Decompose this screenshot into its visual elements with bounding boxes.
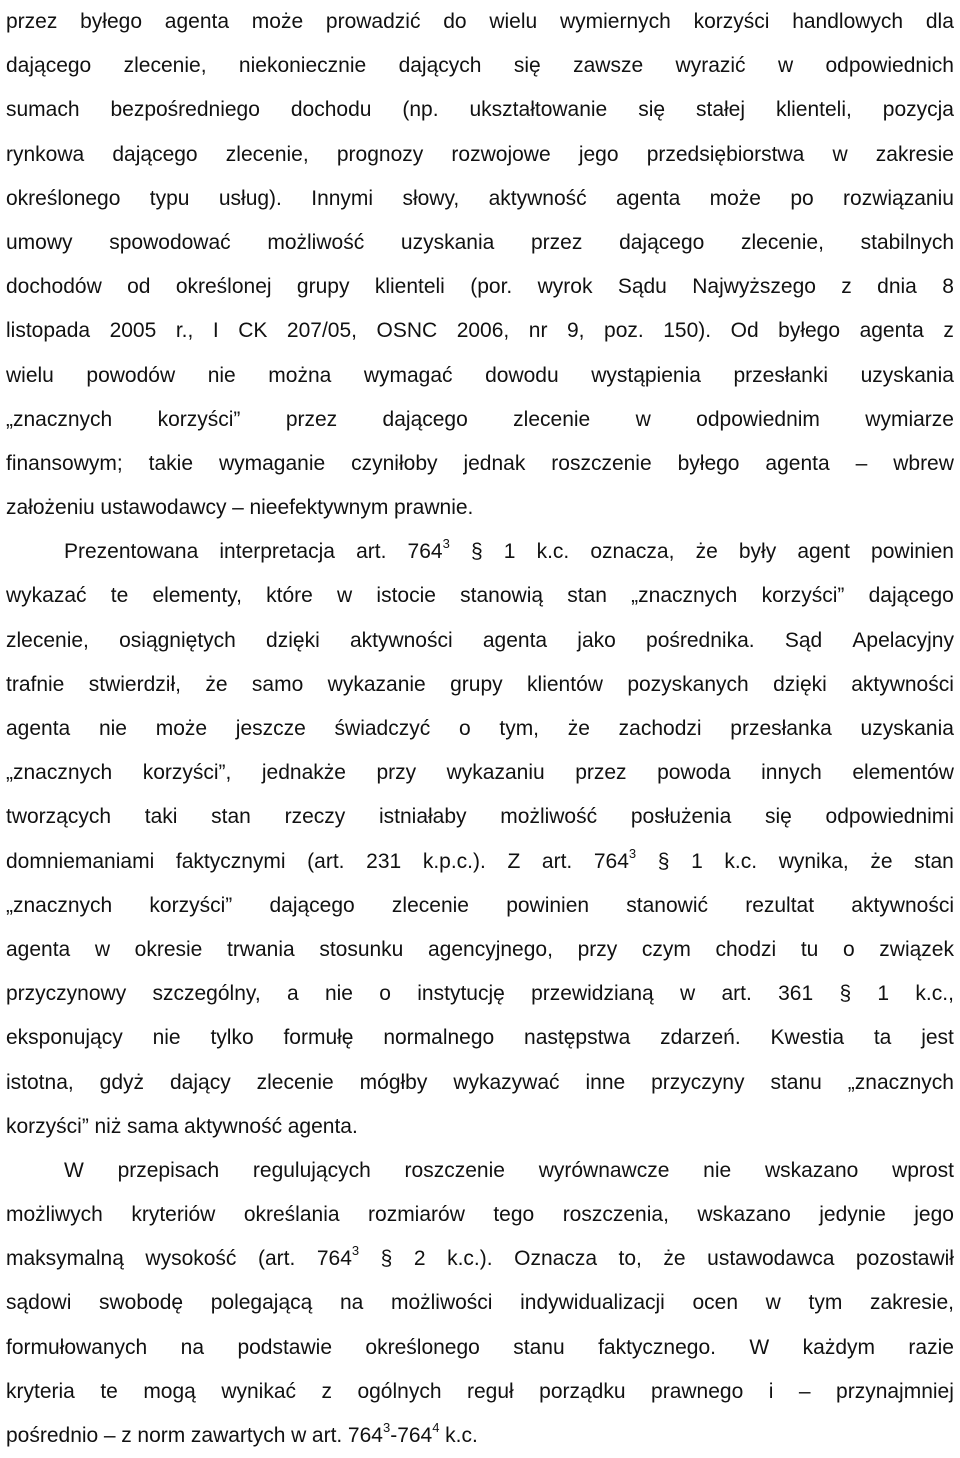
text-line: agenta w okresie trwania stosunku agencyjnego, przy czym chodzi tu o związek xyxy=(6,937,954,961)
text-line: „znacznych korzyści” dającego zlecenie powinien stanowić rezultat aktywności xyxy=(6,893,954,917)
text-line: sumach bezpośredniego dochodu (np. ukształtowanie się stałej klienteli, pozycja xyxy=(6,98,954,122)
text-line: finansowym; takie wymaganie czyniłoby jednak roszczenie byłego agenta – wbrew xyxy=(6,451,954,475)
text-line: pośrednio – z norm zawartych w art. $764^3-764^4$ k.c. xyxy=(6,1420,478,1447)
text-line: W przepisach regulujących roszczenie wyrównawcze nie wskazano wprost xyxy=(64,1158,954,1182)
text-line: maksymalną wysokość (art. $764^3$ § 2 k.c.). Oznacza to, że ustawodawca pozostawił xyxy=(6,1243,954,1271)
text-line: trafnie stwierdził, że samo wykazanie grupy klientów pozyskanych dzięki aktywności xyxy=(6,672,954,696)
text-line: przyczynowy szczególny, a nie o instytucję przewidzianą w art. 361 § 1 k.c., xyxy=(6,982,954,1006)
paragraph-1 xyxy=(6,0,954,530)
text-line: agenta nie może jeszcze świadczyć o tym, że zachodzi przesłanka uzyskania xyxy=(6,717,954,740)
text-line: umowy spowodować możliwość uzyskania przez dającego zlecenie, stabilnych xyxy=(6,230,954,254)
text-line: zlecenie, osiągniętych dzięki aktywności agenta jako pośrednika. Sąd Apelacyjny xyxy=(6,628,954,652)
text-line: przez byłego agenta może prowadzić do wielu wymiernych korzyści handlowych dla xyxy=(6,10,954,33)
text-line: listopada 2005 r., I CK 207/05, OSNC 2006, nr 9, poz. 150). Od byłego agenta z xyxy=(6,319,954,343)
text-line: tworzących taki stan rzeczy istniałaby możliwość posłużenia się odpowiednimi xyxy=(6,805,954,829)
text-line: sądowi swobodę polegającą na możliwości indywidualizacji ocen w tym zakresie, xyxy=(6,1291,954,1315)
text-line: wykazać te elementy, które w istocie stanowią stan „znacznych korzyści” dającego xyxy=(6,584,954,608)
text-line: korzyści” niż sama aktywność agenta. xyxy=(6,1114,358,1138)
paragraph-2 xyxy=(6,530,954,1149)
text-line: wielu powodów nie można wymagać dowodu wystąpienia przesłanki uzyskania xyxy=(6,363,954,387)
text-line: założeniu ustawodawcy – nieefektywnym prawnie. xyxy=(6,496,474,520)
text-line: rynkowa dającego zlecenie, prognozy rozwojowe jego przedsiębiorstwa w zakresie xyxy=(6,142,954,166)
paragraph-3 xyxy=(6,1149,954,1458)
text-line: eksponujący nie tylko formułę normalnego następstwa zdarzeń. Kwestia ta jest xyxy=(6,1026,954,1050)
text-line: formułowanych na podstawie określonego stanu faktycznego. W każdym razie xyxy=(6,1335,954,1359)
text-line: domniemaniami faktycznymi (art. 231 k.p.c.). Z art. $764^3$ § 1 k.c. wynika, że stan xyxy=(6,845,954,873)
text-line: określonego typu usług). Innymi słowy, aktywność agenta może po rozwiązaniu xyxy=(6,186,954,210)
text-line: istotna, gdyż dający zlecenie mógłby wykazywać inne przyczyny stanu „znacznych xyxy=(6,1070,954,1094)
text-line: kryteria te mogą wynikać z ogólnych reguł porządku prawnego i – przynajmniej xyxy=(6,1379,954,1403)
text-line: dochodów od określonej grupy klienteli (por. wyrok Sądu Najwyższego z dnia 8 xyxy=(6,275,954,299)
text-line: „znacznych korzyści”, jednakże przy wykazaniu przez powoda innych elementów xyxy=(6,761,954,785)
text-line: Prezentowana interpretacja art. $764^3$ § 1 k.c. oznacza, że były agent powinien xyxy=(64,536,954,564)
text-line: dającego zlecenie, niekoniecznie dających się zawsze wyrazić w odpowiednich xyxy=(6,54,954,78)
text-line: możliwych kryteriów określania rozmiarów tego roszczenia, wskazano jedynie jego xyxy=(6,1203,954,1227)
text-line: „znacznych korzyści” przez dającego zlecenie w odpowiednim wymiarze xyxy=(6,407,954,431)
